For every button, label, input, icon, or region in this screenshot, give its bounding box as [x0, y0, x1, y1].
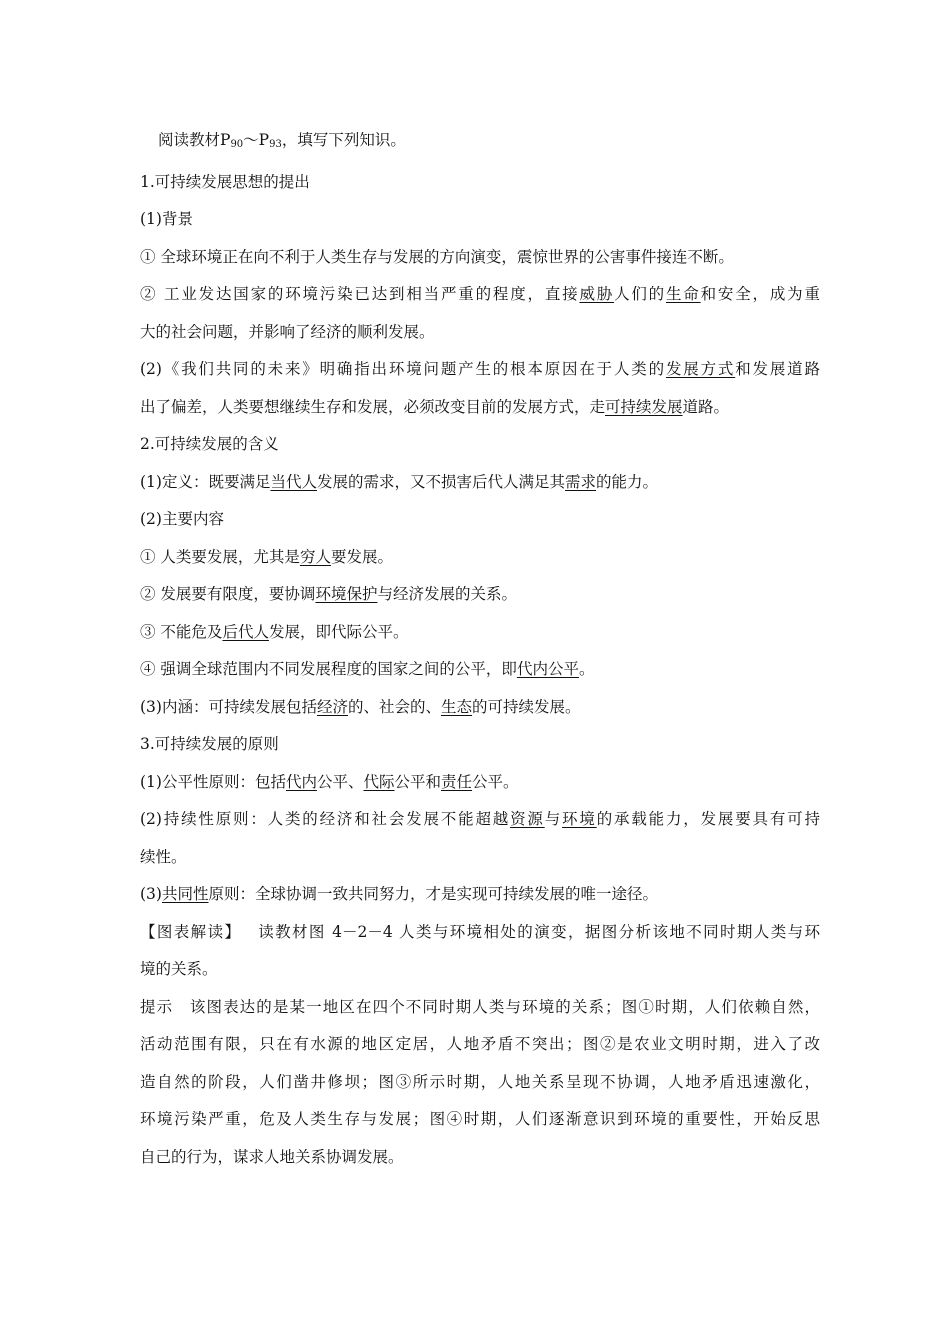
document-body	[140, 122, 820, 1176]
intro-text: ～P	[243, 131, 270, 149]
principle-sustainability-cont: 续性。	[140, 847, 187, 866]
text-run: ③ 不能危及	[140, 622, 223, 641]
hint-line-3: 造自然的阶段，人们凿井修坝；图③所示时期，人地关系呈现不协调，人地矛盾迅速激化，	[140, 1072, 820, 1091]
main-content-heading: (2)主要内容	[140, 510, 224, 528]
blank-answer: 需求	[565, 472, 597, 491]
text-run: 的可持续发展。	[472, 697, 581, 716]
text-run: (3)	[140, 885, 162, 903]
text-run: 出了偏差，人类要想继续生存和发展，必须改变目前的发展方式，走	[140, 397, 606, 416]
future-report-line-cont	[140, 389, 820, 427]
content-item-3	[140, 614, 820, 652]
text-run: ② 工业发达国家的环境污染已达到相当严重的程度，直接	[140, 285, 580, 303]
text-run: 与	[544, 810, 563, 828]
future-report-line	[140, 351, 820, 389]
text-run: ④ 强调全球范围内不同发展程度的国家之间的公平，即	[140, 660, 517, 678]
content-item-2	[140, 576, 820, 614]
blank-answer: 代内公平	[516, 660, 579, 678]
blank-answer: 资源	[510, 810, 545, 828]
chart-reading-label: 【图表解读】	[140, 922, 242, 941]
principle-fairness	[140, 764, 820, 802]
section-1-title: 1.可持续发展思想的提出	[140, 172, 310, 191]
text-run: 和安全，成为重	[700, 285, 820, 303]
text-run: ② 发展要有限度，要协调	[140, 585, 316, 603]
blank-answer: 经济	[316, 697, 348, 716]
blank-answer: 生态	[441, 697, 473, 716]
text-run: 该图表达的是某一地区在四个不同时期人类与环境的关系；图①时期，人们依赖自然，	[188, 997, 820, 1016]
content-item-4	[140, 651, 820, 689]
hint-line-2: 活动范围有限，只在有水源的地区定居，人地矛盾不突出；图②是农业文明时期，进入了改	[140, 1035, 820, 1053]
blank-answer: 共同性	[161, 885, 209, 903]
text-run: 读教材图 4－2－4 人类与环境相处的演变，据图分析该地不同时期人类与环	[256, 922, 820, 941]
text-run: 和发展道路	[735, 360, 820, 378]
text-run: 公平、	[316, 772, 364, 791]
intro-line	[140, 122, 820, 164]
text-run: 原则：全球协调一致共同努力，才是实现可持续发展的唯一途径。	[208, 885, 658, 903]
content-item-1	[140, 539, 820, 577]
text-run: 公平和	[394, 772, 442, 791]
blank-answer: 可持续发展	[605, 397, 683, 416]
background-item-1: ① 全球环境正在向不利于人类生存与发展的方向演变，震惊世界的公害事件接连不断。	[140, 247, 734, 266]
intro-text: 阅读教材P	[158, 131, 231, 149]
blank-answer: 责任	[441, 772, 473, 791]
background-heading: (1)背景	[140, 210, 193, 228]
hint-line-1	[140, 989, 820, 1027]
blank-answer: 发展方式	[665, 360, 736, 378]
text-run: (2)持续性原则：人类的经济和社会发展不能超越	[140, 810, 511, 828]
background-item-2	[140, 276, 820, 314]
chart-reading-line	[140, 914, 820, 952]
connotation-line	[140, 689, 820, 727]
section-3-title: 3.可持续发展的原则	[140, 735, 279, 753]
blank-answer: 当代人	[270, 472, 317, 491]
page-subscript: 93	[269, 139, 282, 150]
section-2-title: 2.可持续发展的含义	[140, 435, 279, 453]
background-item-2-cont: 大的社会问题，并影响了经济的顺利发展。	[140, 322, 435, 341]
blank-answer: 代内	[285, 772, 317, 791]
text-run: 道路。	[682, 397, 730, 416]
intro-text: ，填写下列知识。	[281, 131, 406, 149]
chart-reading-line-cont: 境的关系。	[140, 960, 218, 978]
text-run: 。	[578, 660, 595, 678]
blank-answer: 生命	[666, 285, 701, 303]
text-run: 人们的	[614, 285, 666, 303]
page-subscript: 90	[230, 139, 244, 150]
text-run: 与经济发展的关系。	[377, 585, 517, 603]
text-run: 发展的需求，又不损害后代人满足其	[316, 472, 565, 491]
text-run: (3)内涵：可持续发展包括	[140, 697, 317, 716]
text-run: 要发展。	[330, 547, 393, 566]
hint-label: 提示	[140, 997, 174, 1016]
text-run: 的承载能力，发展要具有可持	[596, 810, 820, 828]
text-run: 的、社会的、	[347, 697, 441, 716]
principle-sustainability	[140, 801, 820, 839]
principle-commonality	[140, 876, 820, 914]
blank-answer: 环境	[562, 810, 597, 828]
blank-answer: 后代人	[222, 622, 269, 641]
hint-line-5: 自己的行为，谋求人地关系协调发展。	[140, 1147, 404, 1166]
blank-answer: 威胁	[579, 285, 615, 303]
text-run: 的能力。	[596, 472, 659, 491]
text-run: (2)《我们共同的未来》明确指出环境问题产生的根本原因在于人类的	[140, 360, 666, 378]
blank-answer: 穷人	[299, 547, 331, 566]
definition-line	[140, 464, 820, 502]
text-run: (1)定义：既要满足	[140, 472, 271, 491]
text-run: ① 人类要发展，尤其是	[140, 547, 300, 566]
text-run: 公平。	[472, 772, 519, 791]
blank-answer: 代际	[363, 772, 395, 791]
hint-line-4: 环境污染严重，危及人类生存与发展；图④时期，人们逐渐意识到环境的重要性，开始反思	[140, 1110, 820, 1128]
blank-answer: 环境保护	[315, 585, 378, 603]
text-run: 发展，即代际公平。	[268, 622, 409, 641]
text-run: (1)公平性原则：包括	[140, 772, 286, 791]
